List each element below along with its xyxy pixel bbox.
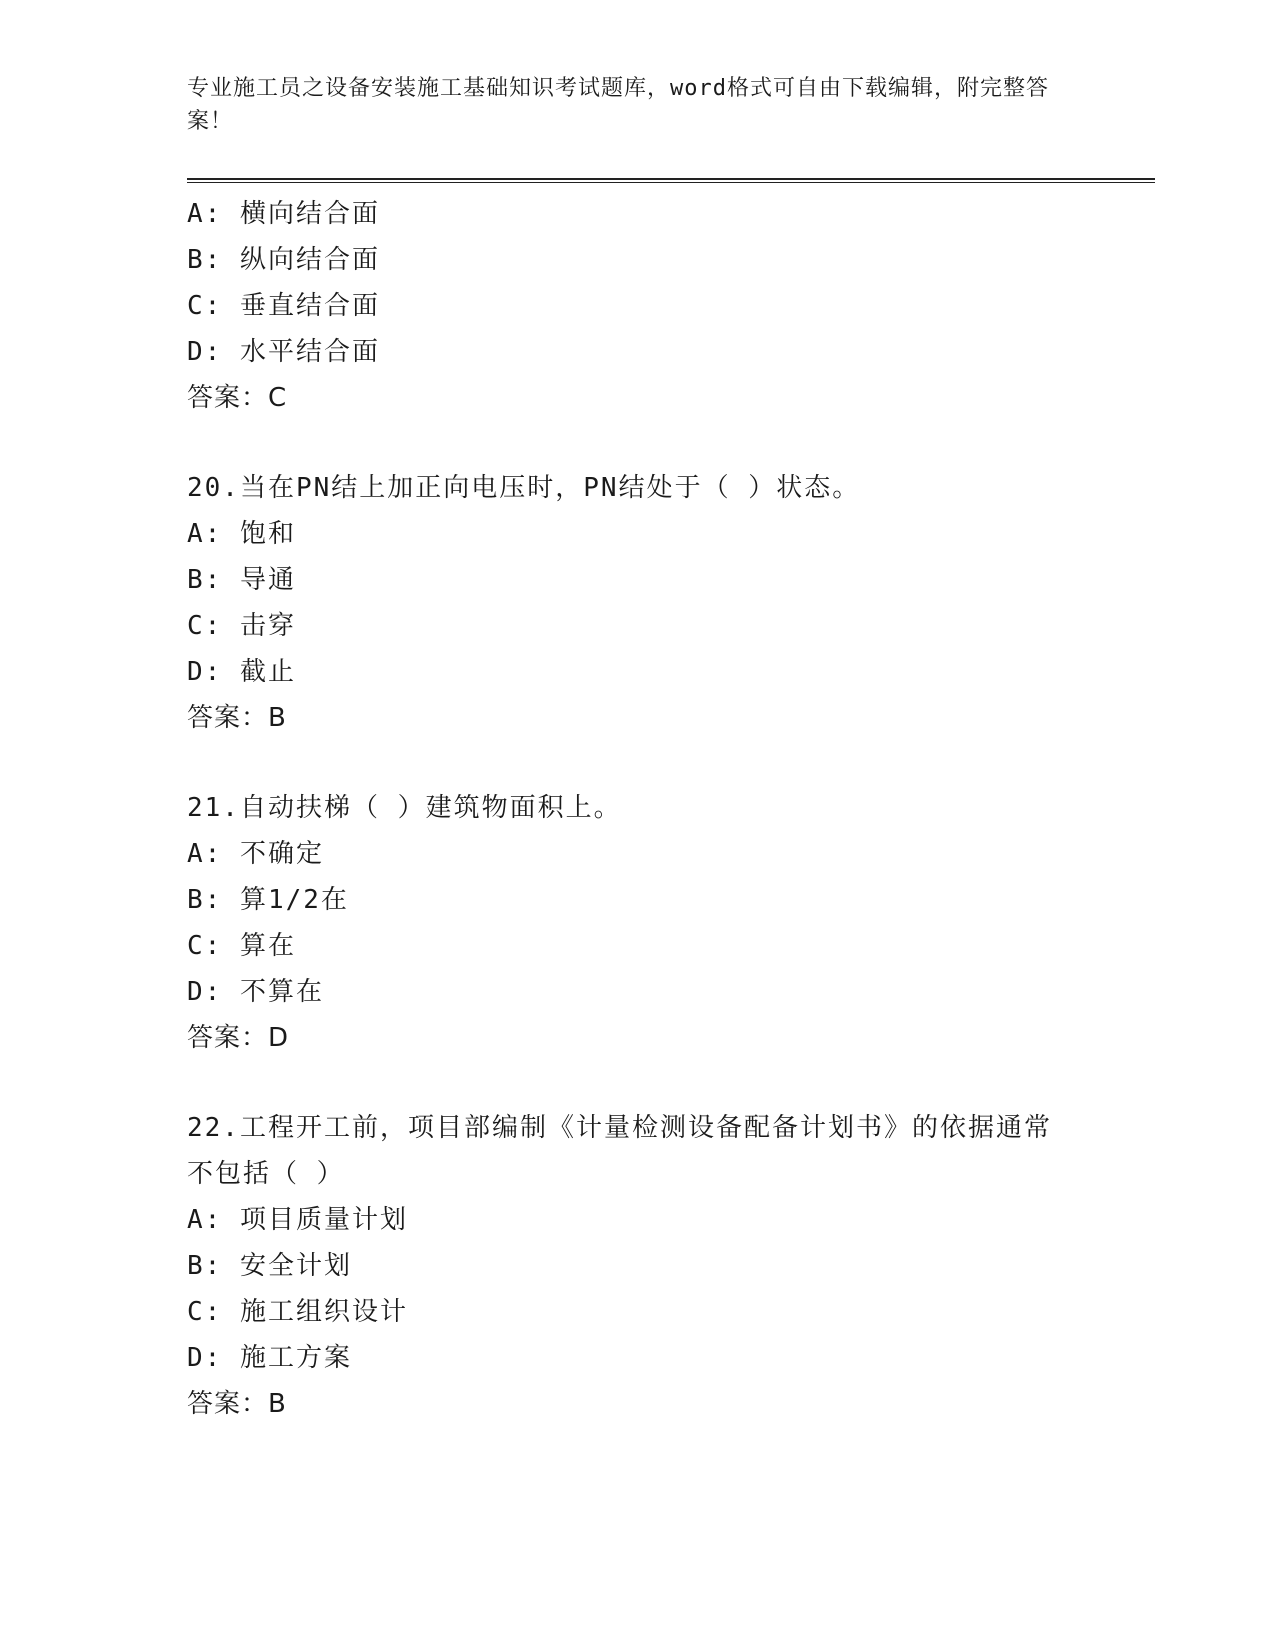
option-a: A: 饱和 bbox=[187, 519, 296, 549]
option-d: D: 截止 bbox=[187, 657, 296, 687]
spacer bbox=[187, 741, 1147, 785]
option-b: B: 纵向结合面 bbox=[187, 245, 380, 275]
option-a: A: 项目质量计划 bbox=[187, 1205, 408, 1235]
answer-text: 答案：B bbox=[187, 703, 287, 733]
answer-text: 答案：D bbox=[187, 1023, 290, 1053]
question-block-20 bbox=[187, 465, 1147, 741]
question-text: 20.当在PN结上加正向电压时，PN结处于（ ）状态。 bbox=[187, 473, 861, 503]
option-c: C: 垂直结合面 bbox=[187, 291, 380, 321]
option-c: C: 施工组织设计 bbox=[187, 1297, 408, 1327]
header-divider bbox=[187, 178, 1155, 183]
answer-text: 答案：C bbox=[187, 383, 288, 413]
spacer bbox=[187, 1061, 1147, 1105]
page-header: 专业施工员之设备安装施工基础知识考试题库，word格式可自由下载编辑，附完整答案！ bbox=[187, 76, 1049, 134]
question-block-21 bbox=[187, 785, 1147, 1061]
option-b: B: 算1/2在 bbox=[187, 885, 349, 915]
answer-text: 答案：B bbox=[187, 1389, 287, 1419]
question-text: 22.工程开工前，项目部编制《计量检测设备配备计划书》的依据通常不包括（ ） bbox=[187, 1113, 1052, 1189]
option-b: B: 导通 bbox=[187, 565, 296, 595]
option-a: A: 不确定 bbox=[187, 839, 324, 869]
option-d: D: 不算在 bbox=[187, 977, 324, 1007]
option-d: D: 施工方案 bbox=[187, 1343, 352, 1373]
question-block-22 bbox=[187, 1105, 1147, 1427]
option-a: A: 横向结合面 bbox=[187, 199, 380, 229]
option-c: C: 击穿 bbox=[187, 611, 296, 641]
option-d: D: 水平结合面 bbox=[187, 337, 380, 367]
question-block-19 bbox=[187, 191, 1147, 421]
question-text: 21.自动扶梯（ ）建筑物面积上。 bbox=[187, 793, 622, 823]
option-c: C: 算在 bbox=[187, 931, 296, 961]
question-list bbox=[187, 191, 1147, 1427]
option-b: B: 安全计划 bbox=[187, 1251, 352, 1281]
spacer bbox=[187, 421, 1147, 465]
